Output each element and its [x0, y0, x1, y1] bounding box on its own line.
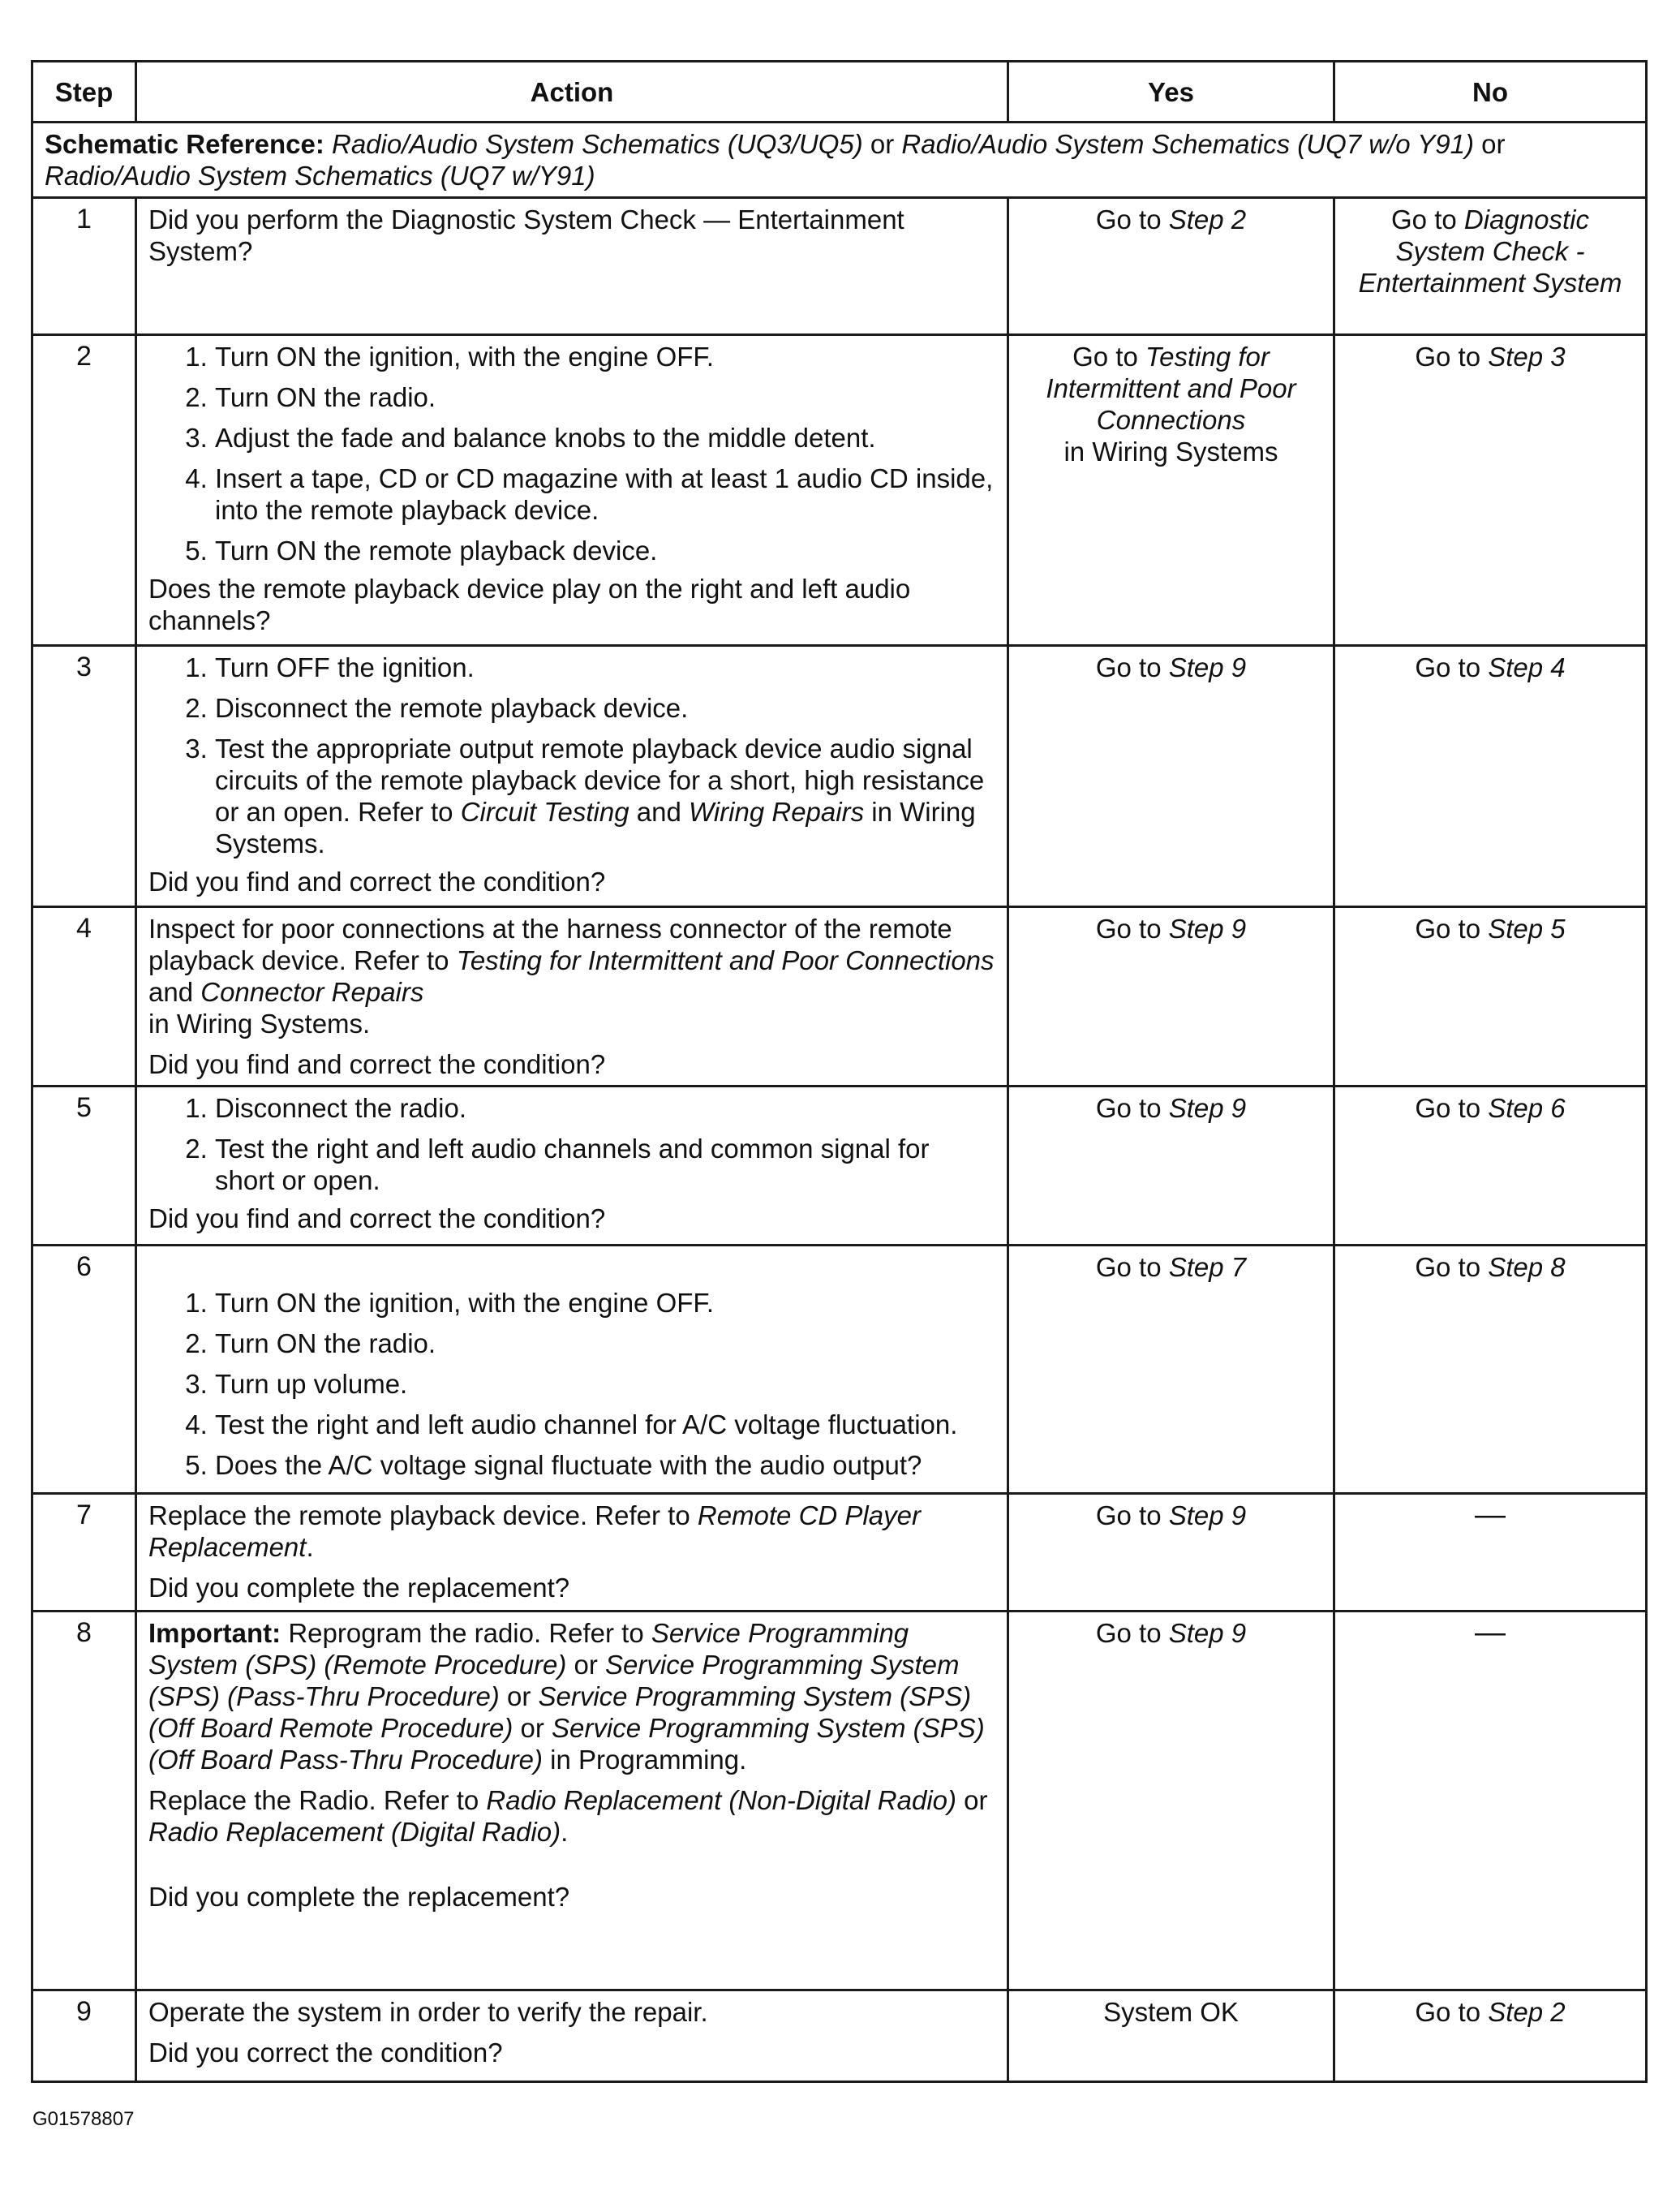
- no-cell[interactable]: Go to Step 4: [1334, 646, 1647, 907]
- goto-step-link[interactable]: Step 6: [1488, 1093, 1566, 1123]
- action-step: 2. Disconnect the remote playback device.: [215, 692, 995, 724]
- step-number: 6: [32, 1246, 136, 1494]
- action-steps: [148, 652, 995, 859]
- figure-code: G01578807: [32, 2108, 135, 2130]
- goto-step-link[interactable]: Step 4: [1488, 652, 1566, 682]
- action-step: 3. Adjust the fade and balance knobs to the middle detent.: [215, 422, 995, 454]
- header-yes: Yes: [1008, 62, 1334, 123]
- goto-step-link[interactable]: Step 9: [1168, 1093, 1247, 1123]
- step-row-4: [32, 907, 1647, 1087]
- action-steps: [148, 341, 995, 566]
- action-step: 3. Test the appropriate output remote playback device audio signal circuits of the remote playback device for a short, high resistance or an open. Refer to Circuit Testing and Wiring Repairs in Wiring Systems.: [215, 733, 995, 859]
- yes-cell: [1008, 1990, 1334, 2082]
- question-text: Did you perform the Diagnostic System Check — Entertainment System?: [148, 204, 904, 266]
- action-step: 1. Disconnect the radio.: [215, 1092, 995, 1124]
- schematic-reference: Schematic Reference: Radio/Audio System Schematics (UQ3/UQ5) or Radio/Audio System Schematics (UQ7 w/o Y91) or Radio/Audio System Schematics (UQ7 w/Y91): [32, 123, 1647, 198]
- yes-cell[interactable]: Go to Step 9: [1008, 1087, 1334, 1246]
- action-step: 4. Insert a tape, CD or CD magazine with at least 1 audio CD inside, into the remote playback device.: [215, 463, 995, 526]
- action-cell: [136, 1087, 1008, 1246]
- important-label: Important:: [148, 1618, 281, 1648]
- action-steps: [148, 1287, 995, 1481]
- schematic-link-uq7-w-y91[interactable]: Radio/Audio System Schematics (UQ7 w/Y91): [45, 161, 595, 191]
- action-step: 1. Turn ON the ignition, with the engine OFF.: [215, 341, 995, 372]
- goto-step-link[interactable]: Step 9: [1168, 1618, 1247, 1648]
- remote-cd-player-replacement-link[interactable]: Remote CD Player Replacement: [148, 1500, 921, 1562]
- wiring-repairs-link[interactable]: Wiring Repairs: [688, 797, 865, 827]
- step-row-7: [32, 1494, 1647, 1612]
- yes-cell[interactable]: Go to Step 9: [1008, 907, 1334, 1087]
- goto-step-link[interactable]: Step 5: [1488, 914, 1566, 944]
- no-cell[interactable]: Go to Step 8: [1334, 1246, 1647, 1494]
- step-row-9: [32, 1990, 1647, 2082]
- header-row: [32, 62, 1647, 123]
- sps-off-board-remote-link[interactable]: Service Programming System (SPS) (Off Board Remote Procedure): [148, 1681, 972, 1743]
- goto-step-link[interactable]: Step 7: [1168, 1252, 1247, 1282]
- schematic-link-uq7-wo-y91[interactable]: Radio/Audio System Schematics (UQ7 w/o Y91): [901, 129, 1474, 159]
- step-row-6: [32, 1246, 1647, 1494]
- action-cell: [136, 335, 1008, 646]
- step-number: 2: [32, 335, 136, 646]
- action-step: 1. Turn OFF the ignition.: [215, 652, 995, 683]
- yes-cell[interactable]: Go to Step 9: [1008, 1612, 1334, 1990]
- yes-cell[interactable]: Go to Step 2: [1008, 198, 1334, 335]
- goto-step-link[interactable]: Step 3: [1488, 342, 1566, 372]
- header-step: Step: [32, 62, 136, 123]
- important-note: Important: Reprogram the radio. Refer to Service Programming System (SPS) (Remote Procedure) or Service Programming System (SPS) (Pass-Thru Procedure) or Service Programming System (SPS) (Off Board Remote Procedure) or Service Programming System (SPS) (Off Board Pass-Thru Procedure) in Programming.: [148, 1618, 985, 1775]
- action-cell: [136, 907, 1008, 1087]
- header-action: Action: [136, 62, 1008, 123]
- goto-step-link[interactable]: Step 8: [1488, 1252, 1566, 1282]
- action-cell: [136, 1990, 1008, 2082]
- action-cell: [136, 198, 1008, 335]
- question-text: Did you complete the replacement?: [148, 1882, 570, 1912]
- step-number: 8: [32, 1612, 136, 1990]
- yes-cell[interactable]: Go to Testing for Intermittent and Poor Connections in Wiring Systems: [1008, 335, 1334, 646]
- action-cell: [136, 1494, 1008, 1612]
- schematic-label: Schematic Reference:: [45, 129, 324, 159]
- no-cell[interactable]: Go to Step 2: [1334, 1990, 1647, 2082]
- schematic-reference-row: [32, 123, 1647, 198]
- question-text: Did you correct the condition?: [148, 2038, 503, 2068]
- step-number: 5: [32, 1087, 136, 1246]
- question-text: Does the remote playback device play on the right and left audio channels?: [148, 574, 911, 635]
- step-number: 3: [32, 646, 136, 907]
- step-number: 9: [32, 1990, 136, 2082]
- goto-step-link[interactable]: Step 2: [1488, 1997, 1566, 2027]
- step-row-1: [32, 198, 1647, 335]
- system-ok-text: System OK: [1103, 1997, 1239, 2027]
- no-cell[interactable]: Go to Step 3: [1334, 335, 1647, 646]
- action-cell: [136, 1612, 1008, 1990]
- circuit-testing-link[interactable]: Circuit Testing: [460, 797, 629, 827]
- action-step: 2. Test the right and left audio channels and common signal for short or open.: [215, 1133, 995, 1196]
- question-text: Did you find and correct the condition?: [148, 867, 606, 897]
- action-cell: [136, 1246, 1008, 1494]
- action-step: 3. Turn up volume.: [215, 1368, 995, 1400]
- step-row-8: [32, 1612, 1647, 1990]
- action-step: 5. Turn ON the remote playback device.: [215, 535, 995, 566]
- goto-testing-link[interactable]: Testing for Intermittent and Poor Connections: [1046, 342, 1296, 435]
- schematic-link-uq3-uq5[interactable]: Radio/Audio System Schematics (UQ3/UQ5): [332, 129, 863, 159]
- question-text: Did you find and correct the condition?: [148, 1203, 606, 1233]
- action-step: 2. Turn ON the radio.: [215, 381, 995, 413]
- testing-intermittent-link[interactable]: Testing for Intermittent and Poor Connections: [456, 945, 995, 975]
- goto-diagnostic-check-link[interactable]: Diagnostic System Check - Entertainment System: [1358, 204, 1622, 298]
- question-text: Did you find and correct the condition?: [148, 1049, 606, 1079]
- no-cell[interactable]: Go to Step 6: [1334, 1087, 1647, 1246]
- radio-replacement-digital-link[interactable]: Radio Replacement (Digital Radio): [148, 1817, 561, 1847]
- step-number: 1: [32, 198, 136, 335]
- sps-off-board-pass-thru-link[interactable]: Service Programming System (SPS) (Off Board Pass-Thru Procedure): [148, 1713, 985, 1775]
- step-number: 7: [32, 1494, 136, 1612]
- no-cell: [1334, 1612, 1647, 1990]
- goto-step-link[interactable]: Step 9: [1168, 1500, 1247, 1530]
- question-text: Did you complete the replacement?: [148, 1573, 570, 1603]
- action-step: 1. Turn ON the ignition, with the engine OFF.: [215, 1287, 995, 1319]
- no-cell[interactable]: Go to Step 5: [1334, 907, 1647, 1087]
- action-step: 2. Turn ON the radio.: [215, 1328, 995, 1359]
- diagnostic-table: [31, 60, 1648, 2083]
- action-step: 4. Test the right and left audio channel for A/C voltage fluctuation.: [215, 1409, 995, 1440]
- yes-cell[interactable]: Go to Step 9: [1008, 1494, 1334, 1612]
- step-row-3: [32, 646, 1647, 907]
- spacer: [148, 1857, 995, 1881]
- step-number: 4: [32, 907, 136, 1087]
- sps-remote-link[interactable]: Service Programming System (SPS) (Remote Procedure): [148, 1618, 909, 1680]
- goto-step-link[interactable]: Step 9: [1168, 914, 1247, 944]
- yes-cell[interactable]: Go to Step 7: [1008, 1246, 1334, 1494]
- action-steps: [148, 1092, 995, 1196]
- radio-replacement-non-digital-link[interactable]: Radio Replacement (Non-Digital Radio): [486, 1785, 957, 1815]
- no-cell[interactable]: Go to Diagnostic System Check - Entertainment System: [1334, 198, 1647, 335]
- connector-repairs-link[interactable]: Connector Repairs: [200, 977, 424, 1007]
- goto-step-link[interactable]: Step 9: [1168, 652, 1247, 682]
- instruction-text: Replace the remote playback device. Refer to Remote CD Player Replacement.: [148, 1500, 921, 1562]
- sps-pass-thru-link[interactable]: Service Programming System (SPS) (Pass-Thru Procedure): [148, 1650, 960, 1711]
- yes-cell[interactable]: Go to Step 9: [1008, 646, 1334, 907]
- instruction-text: Operate the system in order to verify the repair.: [148, 1997, 708, 2027]
- step-row-2: [32, 335, 1647, 646]
- no-cell: [1334, 1494, 1647, 1612]
- header-no: No: [1334, 62, 1647, 123]
- goto-step-link[interactable]: Step 2: [1168, 204, 1247, 235]
- step-row-5: [32, 1087, 1647, 1246]
- action-step: 5. Does the A/C voltage signal fluctuate with the audio output?: [215, 1449, 995, 1481]
- action-cell: [136, 646, 1008, 907]
- not-applicable-dash: —: [1475, 1616, 1506, 1650]
- instruction-text: Replace the Radio. Refer to Radio Replacement (Non-Digital Radio) or Radio Replacement (Digital Radio).: [148, 1785, 988, 1847]
- not-applicable-dash: —: [1475, 1498, 1506, 1532]
- instruction-text: Inspect for poor connections at the harness connector of the remote playback device. Refer to Testing for Intermittent and Poor Connections and Connector Repairs in Wiring Systems.: [148, 914, 995, 1039]
